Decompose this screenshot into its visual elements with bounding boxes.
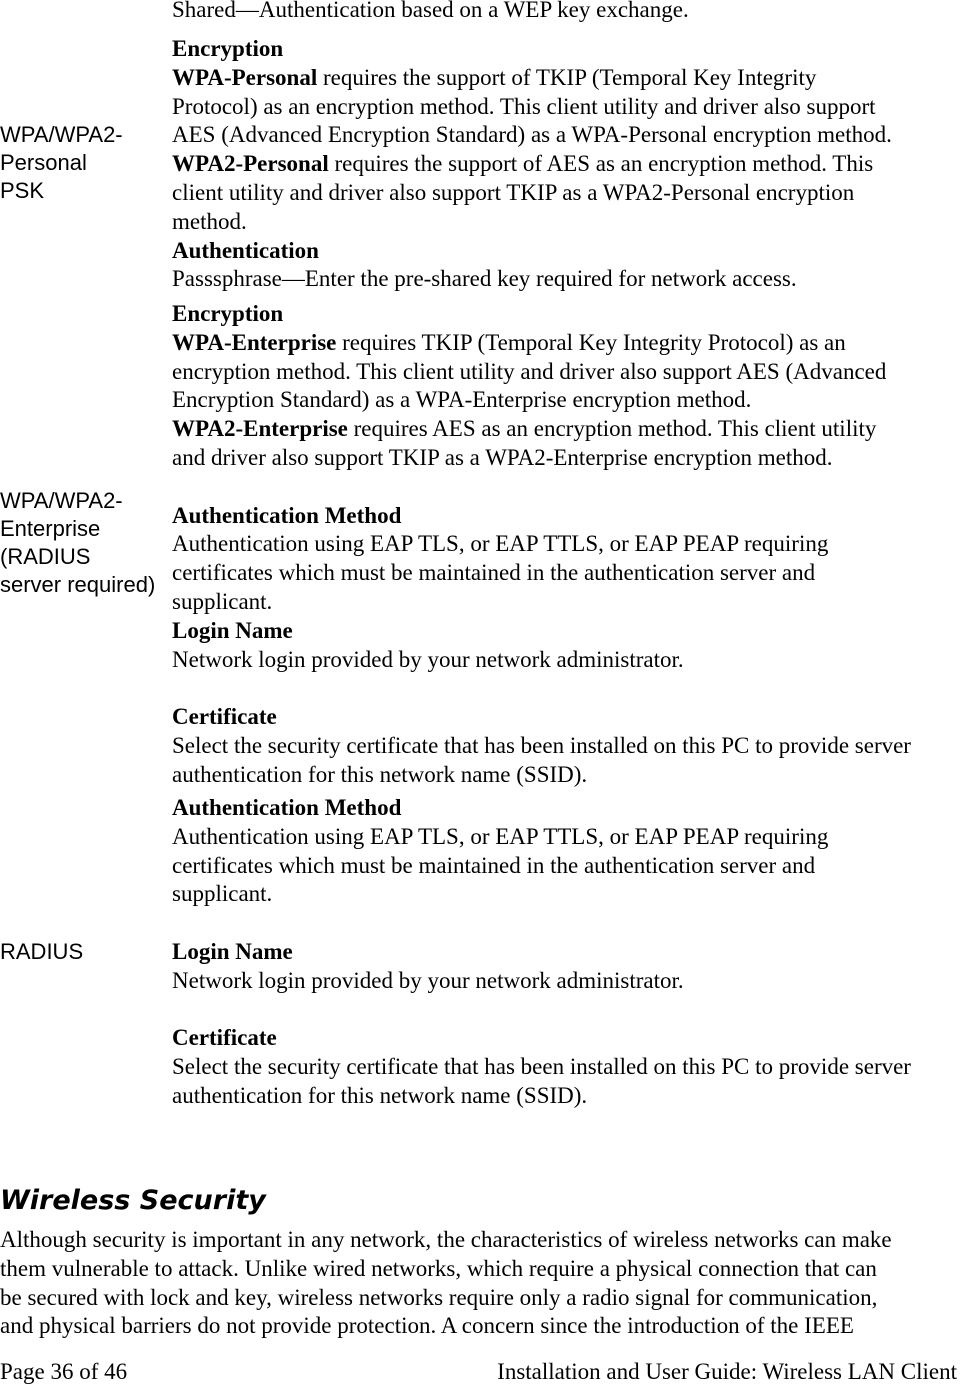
psk-encryption-heading: Encryption bbox=[172, 36, 284, 61]
enterprise-wpa2-text: requires AES as an encryption method. This client utility bbox=[347, 416, 877, 442]
enterprise-label-line: WPA/WPA2- bbox=[0, 488, 123, 513]
enterprise-auth-method-heading: Authentication Method bbox=[172, 502, 402, 528]
psk-auth-text: Passsphrase—Enter the pre-shared key required for network access. bbox=[172, 266, 797, 292]
psk-wpa-line bbox=[172, 64, 975, 93]
enterprise-label-line: server required) bbox=[0, 572, 156, 597]
shared-auth-line: Shared—Authentication based on a WEP key exchange. bbox=[172, 0, 689, 22]
enterprise-label bbox=[0, 487, 165, 599]
psk-wpa-text: AES (Advanced Encryption Standard) as a WPA-Personal encryption method. bbox=[172, 122, 892, 148]
guide-title: Installation and User Guide: Wireless LAN Client bbox=[497, 1359, 957, 1384]
psk-wpa-text: requires the support of TKIP (Temporal Key Integrity bbox=[317, 64, 817, 90]
paragraph-line: them vulnerable to attack. Unlike wired networks, which require a physical connection that can bbox=[0, 1255, 877, 1281]
paragraph-line: be secured with lock and key, wireless networks require only a radio signal for communication, bbox=[0, 1284, 878, 1310]
enterprise-wpa2-text: and driver also support TKIP as a WPA2-Enterprise encryption method. bbox=[172, 444, 833, 470]
enterprise-wpa2-line bbox=[172, 415, 975, 444]
psk-label-line: WPA/WPA2- bbox=[0, 122, 123, 147]
enterprise-wpa-text: encryption method. This client utility and driver also support AES (Advanced bbox=[172, 358, 887, 384]
enterprise-login-text: Network login provided by your network administrator. bbox=[172, 646, 684, 672]
enterprise-wpa-term: WPA-Enterprise bbox=[172, 329, 337, 355]
enterprise-cert-text: Select the security certificate that has been installed on this PC to provide server bbox=[172, 732, 911, 758]
enterprise-wpa-text: requires TKIP (Temporal Key Integrity Protocol) as an bbox=[336, 329, 846, 355]
paragraph-line: and physical barriers do not provide protection. A concern since the introduction of the IEEE bbox=[0, 1313, 854, 1339]
psk-label bbox=[0, 121, 165, 205]
section-paragraph bbox=[0, 1226, 975, 1341]
psk-wpa2-term: WPA2-Personal bbox=[172, 151, 329, 177]
psk-description bbox=[172, 35, 975, 294]
enterprise-auth-method-text: supplicant. bbox=[172, 588, 273, 614]
psk-wpa2-line bbox=[172, 150, 975, 179]
psk-label-line: Personal bbox=[0, 150, 87, 175]
section-heading: Wireless Security bbox=[0, 1185, 266, 1216]
paragraph-line: Although security is important in any network, the characteristics of wireless networks can make bbox=[0, 1227, 892, 1252]
psk-wpa-text: Protocol) as an encryption method. This client utility and driver also support bbox=[172, 93, 876, 119]
radius-cert-text: Select the security certificate that has been installed on this PC to provide server bbox=[172, 1054, 911, 1080]
enterprise-label-line: Enterprise bbox=[0, 516, 101, 541]
enterprise-cert-heading: Certificate bbox=[172, 704, 277, 730]
enterprise-auth-method-text: certificates which must be maintained in the authentication server and bbox=[172, 560, 816, 586]
enterprise-encryption-heading: Encryption bbox=[172, 301, 284, 326]
enterprise-login-heading: Login Name bbox=[172, 617, 293, 643]
enterprise-wpa-line bbox=[172, 329, 975, 358]
psk-wpa-term: WPA-Personal bbox=[172, 64, 318, 90]
enterprise-cert-text: authentication for this network name (SSID). bbox=[172, 761, 588, 787]
radius-cert-text: authentication for this network name (SSID). bbox=[172, 1082, 588, 1108]
radius-auth-method-heading: Authentication Method bbox=[172, 795, 402, 820]
psk-wpa2-text: method. bbox=[172, 208, 247, 234]
enterprise-wpa2-term: WPA2-Enterprise bbox=[172, 416, 348, 442]
enterprise-description bbox=[172, 300, 975, 790]
radius-login-text: Network login provided by your network administrator. bbox=[172, 967, 684, 993]
radius-description bbox=[172, 794, 975, 1111]
psk-auth-heading: Authentication bbox=[172, 237, 319, 263]
radius-login-heading: Login Name bbox=[172, 938, 293, 964]
radius-auth-method-text: Authentication using EAP TLS, or EAP TTLS, or EAP PEAP requiring bbox=[172, 823, 829, 849]
psk-label-line: PSK bbox=[0, 178, 45, 203]
radius-auth-method-text: certificates which must be maintained in the authentication server and bbox=[172, 852, 816, 878]
radius-auth-method-text: supplicant. bbox=[172, 881, 273, 907]
radius-cert-heading: Certificate bbox=[172, 1025, 277, 1051]
psk-wpa2-text: requires the support of AES as an encryption method. This bbox=[328, 151, 874, 177]
enterprise-auth-method-text: Authentication using EAP TLS, or EAP TTLS, or EAP PEAP requiring bbox=[172, 531, 829, 557]
enterprise-wpa-text: Encryption Standard) as a WPA-Enterprise encryption method. bbox=[172, 387, 752, 413]
page-number: Page 36 of 46 bbox=[0, 1359, 128, 1384]
enterprise-label-line: (RADIUS bbox=[0, 544, 91, 569]
radius-label: RADIUS bbox=[0, 939, 84, 964]
psk-wpa2-text: client utility and driver also support TKIP as a WPA2-Personal encryption bbox=[172, 179, 855, 205]
